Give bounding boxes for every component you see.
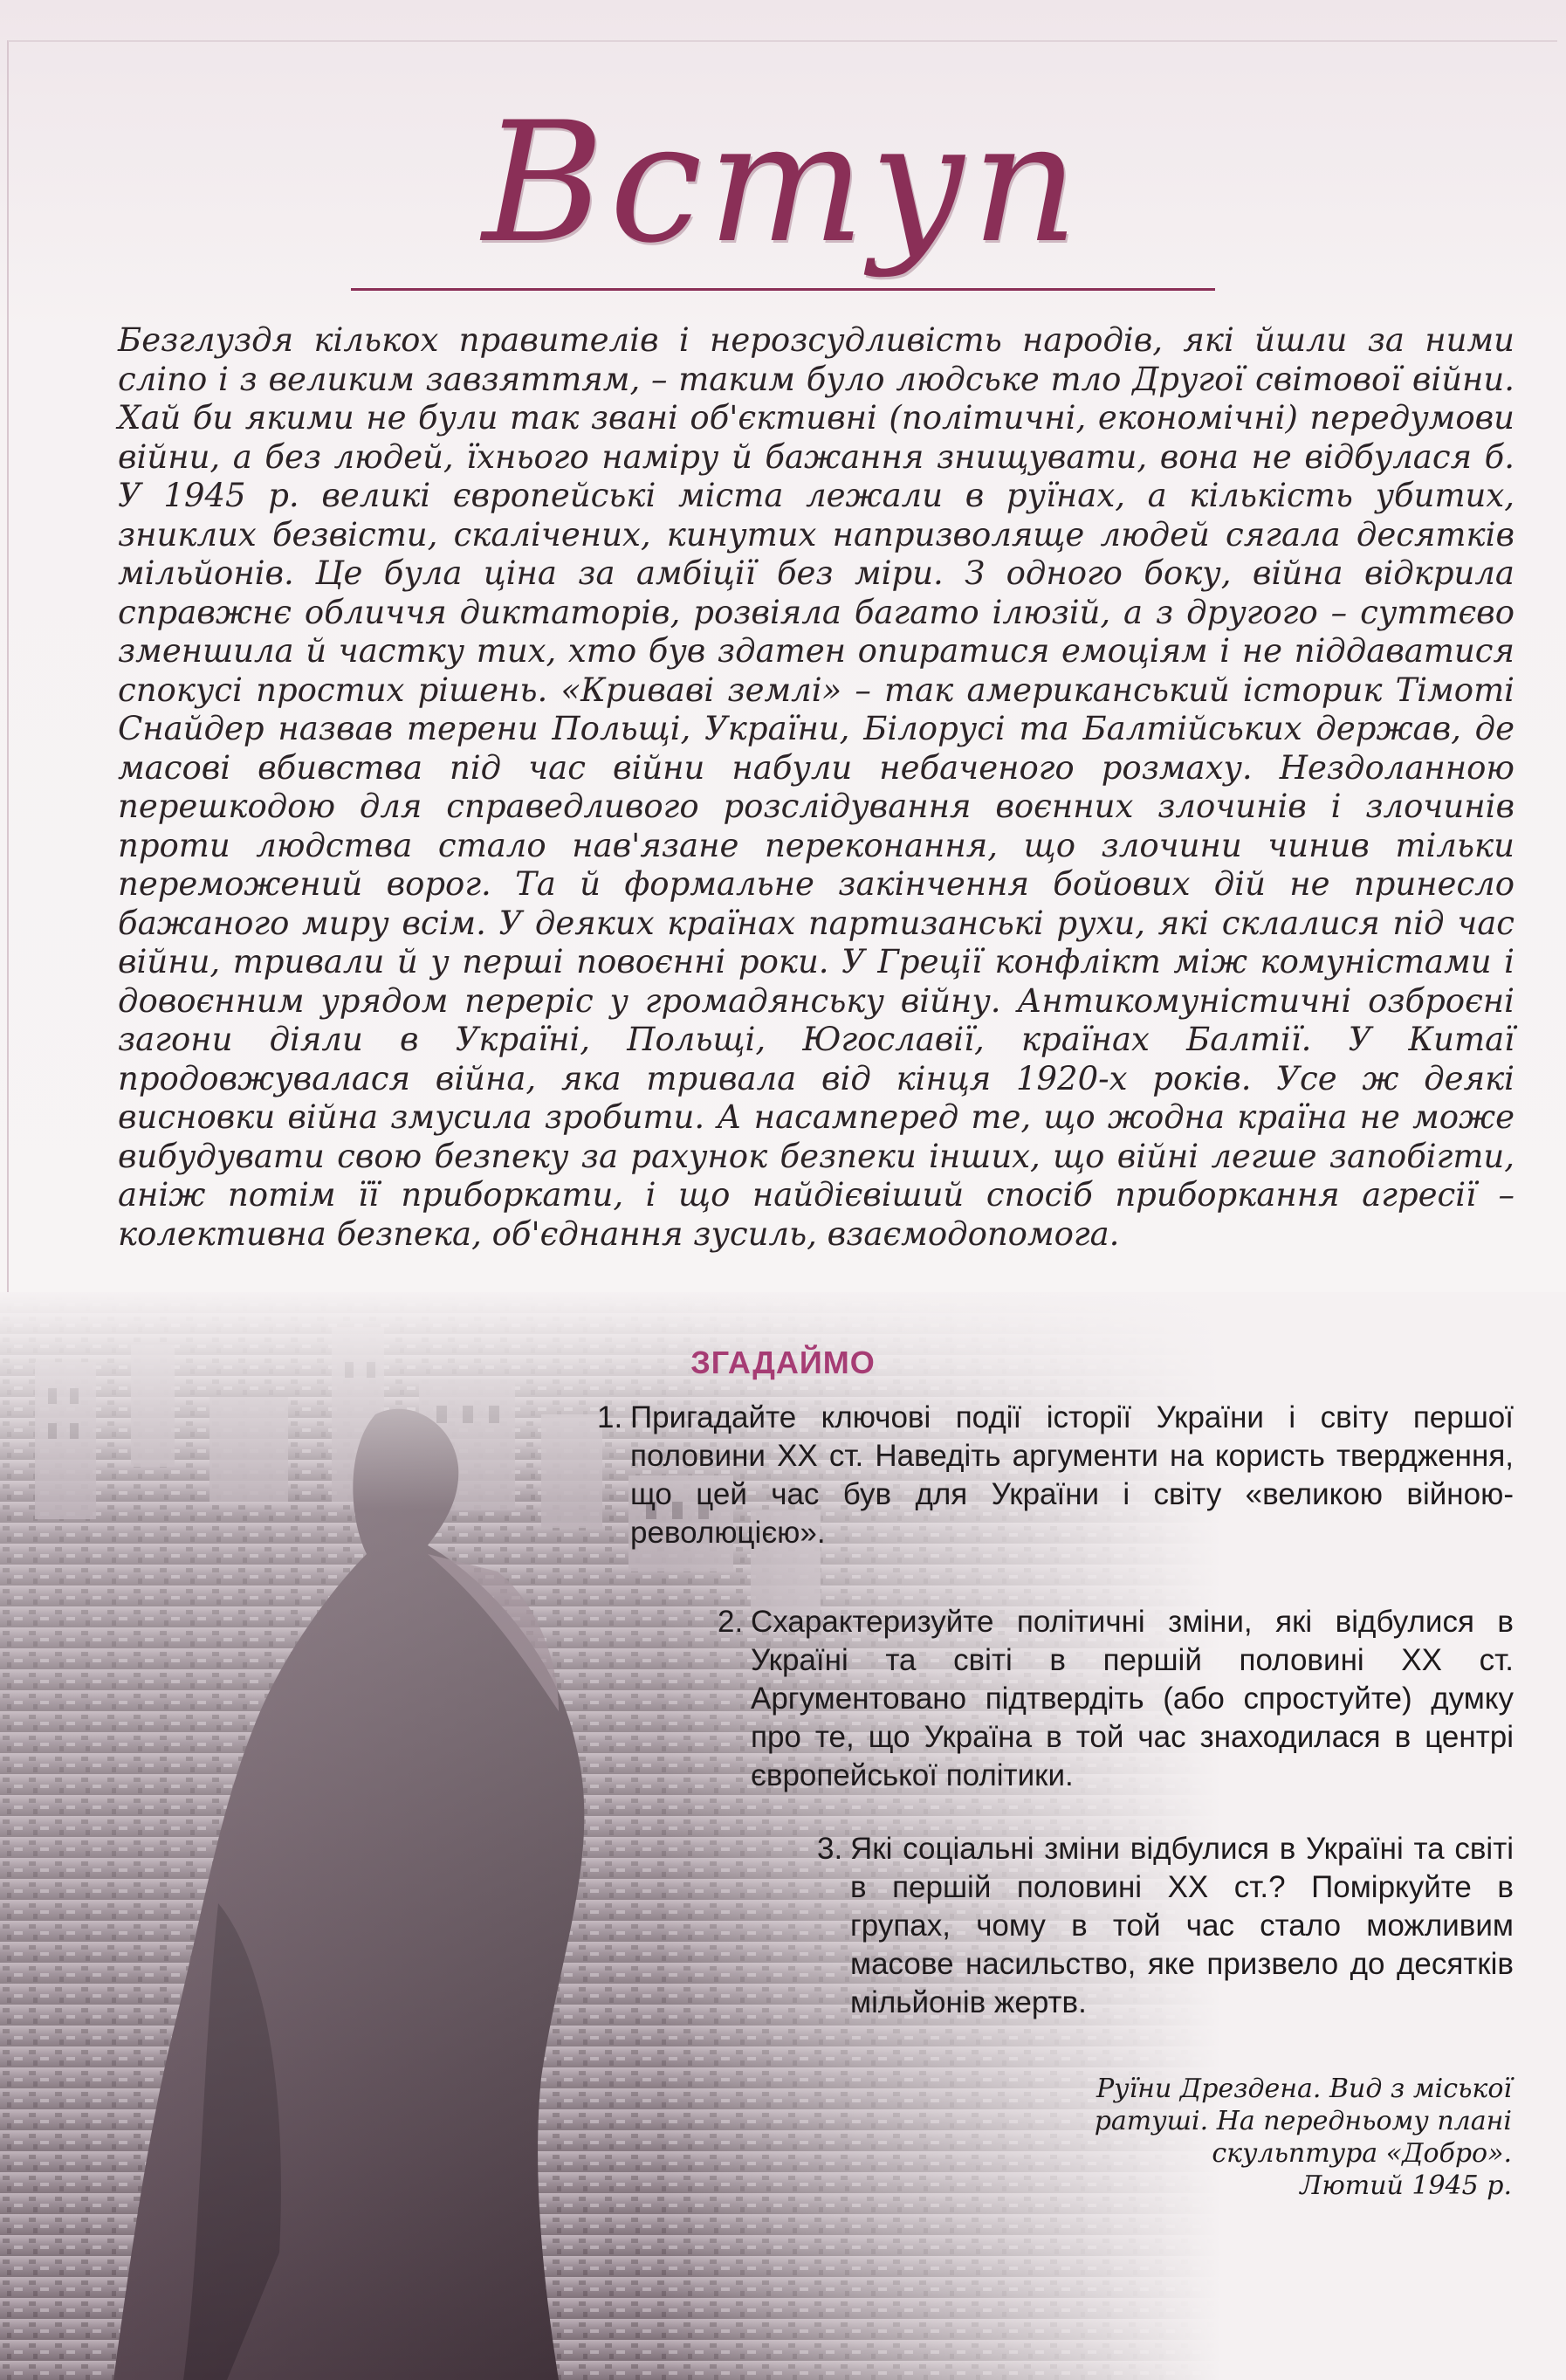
question-text: Схарактеризуйте політичні зміни, які відбулися в Україні та світі в першій половині XX ст. Аргументовано підтвердіть (або спростуйте) думку про те, що Україна в той час знаходилася в центрі європейської політики. [751,1605,1514,1792]
question-number: 1. [597,1400,623,1434]
caption-line: скульптура «Добро». [1212,2138,1512,2169]
title-underline [351,288,1215,291]
photo-caption [1023,2073,1512,2202]
page-title: Вступ [482,86,1084,279]
question-3 [817,1830,1514,2022]
caption-line: ратуші. На передньому плані [1094,2106,1512,2136]
section-title: ЗГАДАЙМО [690,1345,876,1380]
caption-line: Лютий 1945 р. [1300,2170,1512,2201]
question-text: Пригадайте ключові події історії України і світу першої половини XX ст. Наведіть аргументи на користь твердження, що цей час був для України і світу «великою війною-революцією». [630,1400,1514,1550]
caption-line: Руїни Дрездена. Вид з міської [1096,2074,1512,2104]
intro-paragraph: Безглуздя кількох правителів і нерозсудливість народів, які йшли за ними сліпо і з великим завзяттям, – таким було людське тло Другої світової війни. Хай би якими не були так звані об'єктивні (політичні, економічні) передумови війни, а без людей, їхнього наміру й бажання знищувати, вона не відбулася б. У 1945 р. великі європейські міста лежали в руїнах, а кількість убитих, зниклих безвісти, скалічених, кинутих напризволяще людей сягала десятків мільйонів. Це була ціна за амбіції без міри. З одного боку, війна відкрила справжнє обличчя диктаторів, розвіяла багато ілюзій, а з другого – суттєво зменшила й частку тих, хто був здатен опиратися емоціям і не піддаватися спокусі простих рішень. «Криваві землі» – так американський історик Тімоті Снайдер назвав терени Польщі, України, Білорусі та Балтійських держав, де масові вбивства під час війни набули небаченого розмаху. Нездоланною перешкодою для справедливого розслідування воєнних злочинів і злочинів проти людства стало нав'язане переконання, що злочини чинив тільки переможений ворог. Та й формальне закінчення бойових дій не принесло бажаного миру всім. У деяких країнах партизанські рухи, які склалися під час війни, тривали й у перші повоєнні роки. У Греції конфлікт між комуністами і довоєнним урядом переріс у громадянську війну. Антикомуністичні озброєні загони діяли в Україні, Польщі, Югославії, країнах Балтії. У Китаї продовжувалася війна, яка тривала від кінця 1920-х років. Усе ж деякі висновки війна змусила зробити. А насамперед те, що жодна країна не може вибудувати свою безпеку за рахунок безпеки інших, що війні легше запобігти, аніж потім її приборкати, і що найдієвіший спосіб приборкання агресії – колективна безпека, об'єднання зусиль, взаємодопомога. [118,321,1514,1253]
question-1 [597,1399,1514,1552]
question-number: 2. [718,1605,744,1639]
question-text: Які соціальні зміни відбулися в Україні та світі в першій половині XX ст.? Поміркуйте в групах, чому в той час стало можливим масове насильство, яке призвело до десятків мільйонів жертв. [850,1832,1514,2019]
question-2 [718,1603,1514,1795]
question-number: 3. [817,1832,843,1866]
